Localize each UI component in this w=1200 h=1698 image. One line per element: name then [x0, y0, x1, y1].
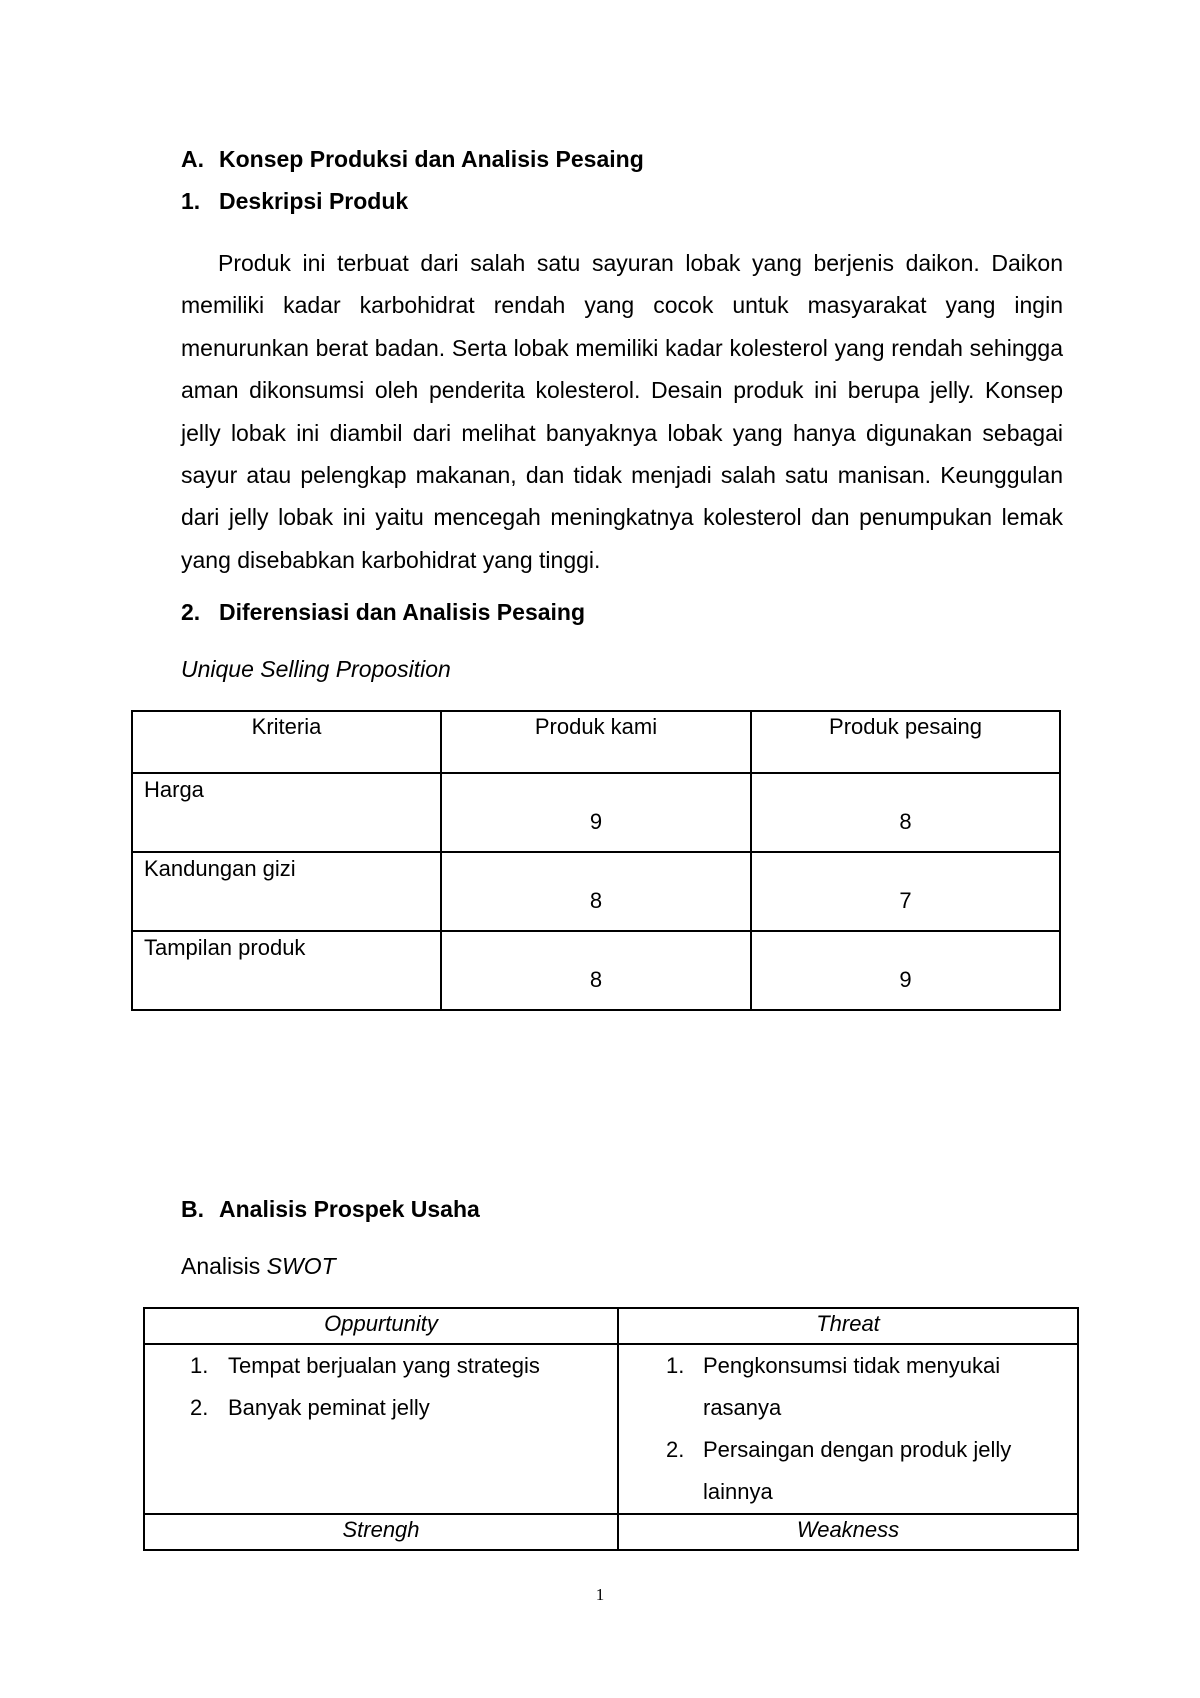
- table-row: [132, 931, 1060, 1010]
- list-item: [145, 1345, 617, 1387]
- list-item-number: 2.: [190, 1395, 209, 1420]
- usp-header-produk-kami: Produk kami: [441, 711, 751, 773]
- usp-subtitle: Unique Selling Proposition: [181, 656, 451, 682]
- page-number: 1: [595, 1585, 605, 1604]
- list-item-text: Pengkonsumsi tidak menyukai rasanya: [703, 1353, 1001, 1420]
- swot-threat-list: [619, 1345, 1077, 1513]
- swot-threat-cell: [618, 1344, 1078, 1514]
- section-a-letter: A.: [181, 146, 204, 172]
- subsection-2-title: Diferensiasi dan Analisis Pesaing: [219, 599, 586, 625]
- swot-body-row: [144, 1344, 1078, 1514]
- product-description-text: Produk ini terbuat dari salah satu sayuran lobak yang berjenis daikon. Daikon memiliki kadar karbohidrat rendah yang cocok untuk masyarakat yang ingin menurunkan berat badan. Serta lobak memiliki kadar kolesterol yang rendah sehingga aman dikonsumsi oleh penderita kolesterol. Desain produk ini berupa jelly. Konsep jelly lobak ini diambil dari melihat banyaknya lobak yang hanya digunakan sebagai sayur atau pelengkap makanan, dan tidak menjadi salah satu manisan. Keunggulan dari jelly lobak ini yaitu mencegah meningkatnya kolesterol dan penumpukan lemak yang disebabkan karbohidrat yang tinggi.: [181, 250, 1063, 573]
- list-item-text: Tempat berjualan yang strategis: [228, 1353, 540, 1378]
- swot-threat-label: Threat: [618, 1308, 1078, 1344]
- usp-cell-kriteria: Tampilan produk: [132, 931, 441, 1010]
- swot-table: [143, 1307, 1079, 1551]
- swot-label-row-bottom: [144, 1514, 1078, 1550]
- section-a-title: Konsep Produksi dan Analisis Pesaing: [219, 146, 644, 172]
- usp-cell-kami: 8: [441, 852, 751, 931]
- list-item-number: 2.: [666, 1437, 685, 1462]
- section-a-heading: [181, 145, 644, 173]
- usp-header-row: [132, 711, 1060, 773]
- usp-cell-pesaing: 7: [751, 852, 1060, 931]
- usp-cell-kami: 9: [441, 773, 751, 852]
- swot-subtitle: [181, 1252, 336, 1280]
- list-item: [619, 1429, 1077, 1513]
- product-description: [181, 242, 1063, 581]
- swot-opportunity-list: [145, 1345, 617, 1429]
- table-row: [132, 773, 1060, 852]
- usp-cell-pesaing: 9: [751, 931, 1060, 1010]
- swot-strength-label: Strengh: [144, 1514, 618, 1550]
- list-item: [619, 1345, 1077, 1429]
- section-b-letter: B.: [181, 1196, 204, 1222]
- swot-subtitle-plain: Analisis: [181, 1253, 267, 1279]
- subsection-1-title: Deskripsi Produk: [219, 188, 409, 214]
- swot-weakness-label: Weakness: [618, 1514, 1078, 1550]
- usp-header-produk-pesaing: Produk pesaing: [751, 711, 1060, 773]
- section-b-heading: [181, 1195, 480, 1223]
- usp-cell-pesaing: 8: [751, 773, 1060, 852]
- list-item-text: Persaingan dengan produk jelly lainnya: [703, 1437, 1012, 1504]
- swot-subtitle-italic: SWOT: [266, 1253, 336, 1279]
- usp-table: [131, 710, 1061, 1011]
- subsection-1-heading: [181, 187, 408, 215]
- subsection-1-number: 1.: [181, 188, 201, 214]
- subsection-2-number: 2.: [181, 599, 201, 625]
- usp-cell-kriteria: Harga: [132, 773, 441, 852]
- table-row: [132, 852, 1060, 931]
- usp-cell-kami: 8: [441, 931, 751, 1010]
- usp-cell-kriteria: Kandungan gizi: [132, 852, 441, 931]
- swot-opportunity-label: Oppurtunity: [144, 1308, 618, 1344]
- list-item-text: Banyak peminat jelly: [228, 1395, 430, 1420]
- swot-opportunity-cell: [144, 1344, 618, 1514]
- usp-header-kriteria: Kriteria: [132, 711, 441, 773]
- subsection-2-heading: [181, 598, 585, 626]
- swot-label-row-top: [144, 1308, 1078, 1344]
- section-b-title: Analisis Prospek Usaha: [219, 1196, 480, 1222]
- list-item-number: 1.: [666, 1353, 685, 1378]
- list-item-number: 1.: [190, 1353, 209, 1378]
- list-item: [145, 1387, 617, 1429]
